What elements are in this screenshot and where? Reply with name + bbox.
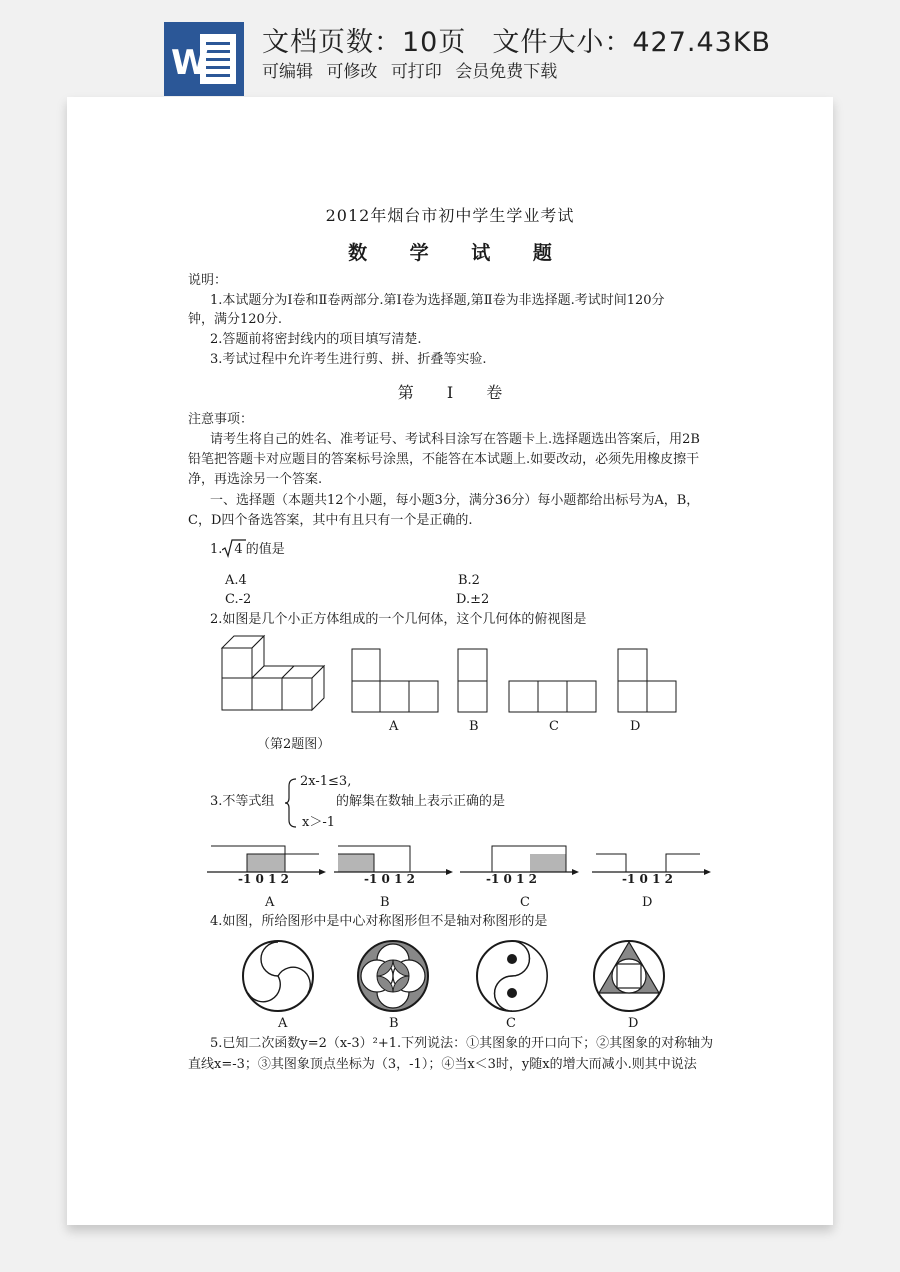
notice-line-1: 请考生将自己的姓名、准考证号、考试科目涂写在答题卡上.选择题选出答案后，用2B <box>210 432 700 447</box>
question-5-line-1: 5.已知二次函数y=2（x-3）²+1.下列说法：①其图象的开口向下；②其图象的对称轴为 <box>210 1036 714 1051</box>
page-count: 文档页数：10页 <box>262 27 467 58</box>
notice-line-2: 铅笔把答题卡对应题目的答案标号涂黑，不能答在本试题上.如要改动，必须先用橡皮擦干 <box>188 452 700 467</box>
q1-suffix: 的值是 <box>245 542 285 557</box>
note-line-4: 3.考试过程中允许考生进行剪、拼、折叠等实验. <box>210 352 487 367</box>
q3-label-b: B <box>380 895 390 910</box>
file-info-header <box>0 0 900 100</box>
q4-option-c-figure <box>474 938 550 1014</box>
notice-line-3: 净，再选涂另一个答案. <box>188 472 323 487</box>
q2-option-a-figure <box>351 648 441 714</box>
q4-label-d: D <box>628 1016 639 1031</box>
q4-option-d-figure <box>591 938 667 1014</box>
question-1 <box>210 541 285 559</box>
q2-solid-figure <box>220 634 330 714</box>
q2-label-d: D <box>630 719 641 734</box>
section-one-line-1: 一、选择题（本题共12个小题，每小题3分，满分36分）每小题都给出标号为A，B， <box>210 493 700 508</box>
q3-inequality-2: x＞-1 <box>302 815 335 830</box>
q3-a-ticks: -1 0 1 2 <box>238 872 289 886</box>
brace-icon <box>284 778 298 828</box>
note-line-2: 钟，满分120分. <box>188 312 282 327</box>
q2-caption: （第2题图） <box>257 737 331 752</box>
q2-option-c-figure <box>508 680 598 714</box>
q3-label-c: C <box>520 895 530 910</box>
q3-inequality-1: 2x-1≤3, <box>300 774 352 789</box>
file-size: 文件大小：427.43KB <box>492 27 772 58</box>
q1-radicand: 4 <box>234 542 243 557</box>
q1-option-d: D.±2 <box>456 592 490 607</box>
q4-option-b-figure <box>355 938 431 1014</box>
part-one-heading: 第 Ⅰ 卷 <box>397 383 517 402</box>
note-line-3: 2.答题前将密封线内的项目填写清楚. <box>210 332 422 347</box>
q3-prefix: 3.不等式组 <box>210 794 275 809</box>
q4-label-b: B <box>389 1016 399 1031</box>
note-line-1: 1.本试题分为Ⅰ卷和Ⅱ卷两部分.第Ⅰ卷为选择题,第Ⅱ卷为非选择题.考试时间120分 <box>210 293 665 308</box>
q3-label-d: D <box>642 895 653 910</box>
tag-modifiable: 可修改 <box>326 62 378 82</box>
tag-printable: 可打印 <box>390 62 442 82</box>
q4-label-a: A <box>278 1016 288 1031</box>
section-one-line-2: C，D四个备选答案，其中有且只有一个是正确的. <box>188 513 473 528</box>
tag-editable: 可编辑 <box>262 62 313 82</box>
exam-title: 2012年烟台市初中学生学业考试 <box>325 206 575 225</box>
q2-option-d-figure <box>617 648 679 714</box>
q3-b-ticks: -1 0 1 2 <box>364 872 415 886</box>
q3-suffix: 的解集在数轴上表示正确的是 <box>336 794 506 809</box>
tag-member-download: 会员免费下载 <box>455 62 558 82</box>
q1-option-b: B.2 <box>458 573 480 588</box>
q1-option-a: A.4 <box>225 573 247 588</box>
svg-text:W: W <box>171 43 209 83</box>
q3-label-a: A <box>265 895 275 910</box>
instructions-heading: 说明： <box>188 273 228 288</box>
q3-d-ticks: -1 0 1 2 <box>622 872 673 886</box>
feature-tags <box>262 57 565 82</box>
q2-label-a: A <box>389 719 399 734</box>
file-stats <box>262 20 771 59</box>
q2-option-b-figure <box>457 648 489 714</box>
q1-option-c: C.-2 <box>225 592 252 607</box>
q2-label-b: B <box>469 719 479 734</box>
q4-option-a-figure <box>240 938 316 1014</box>
question-4: 4.如图，所给图形中是中心对称图形但不是轴对称图形的是 <box>210 914 548 929</box>
q1-prefix: 1. <box>210 542 223 557</box>
word-document-icon <box>164 22 244 96</box>
q3-c-ticks: -1 0 1 2 <box>486 872 537 886</box>
notice-heading: 注意事项： <box>188 412 254 427</box>
sqrt-symbol <box>222 541 245 559</box>
q4-label-c: C <box>506 1016 516 1031</box>
exam-subtitle: 数 学 试 题 <box>348 242 570 264</box>
question-5-line-2: 直线x=-3；③其图象顶点坐标为（3，-1）；④当x＜3时，y随x的增大而减小.则其中说法 <box>188 1057 697 1072</box>
q2-label-c: C <box>549 719 559 734</box>
question-2: 2.如图是几个小正方体组成的一个几何体，这个几何体的俯视图是 <box>210 612 587 627</box>
